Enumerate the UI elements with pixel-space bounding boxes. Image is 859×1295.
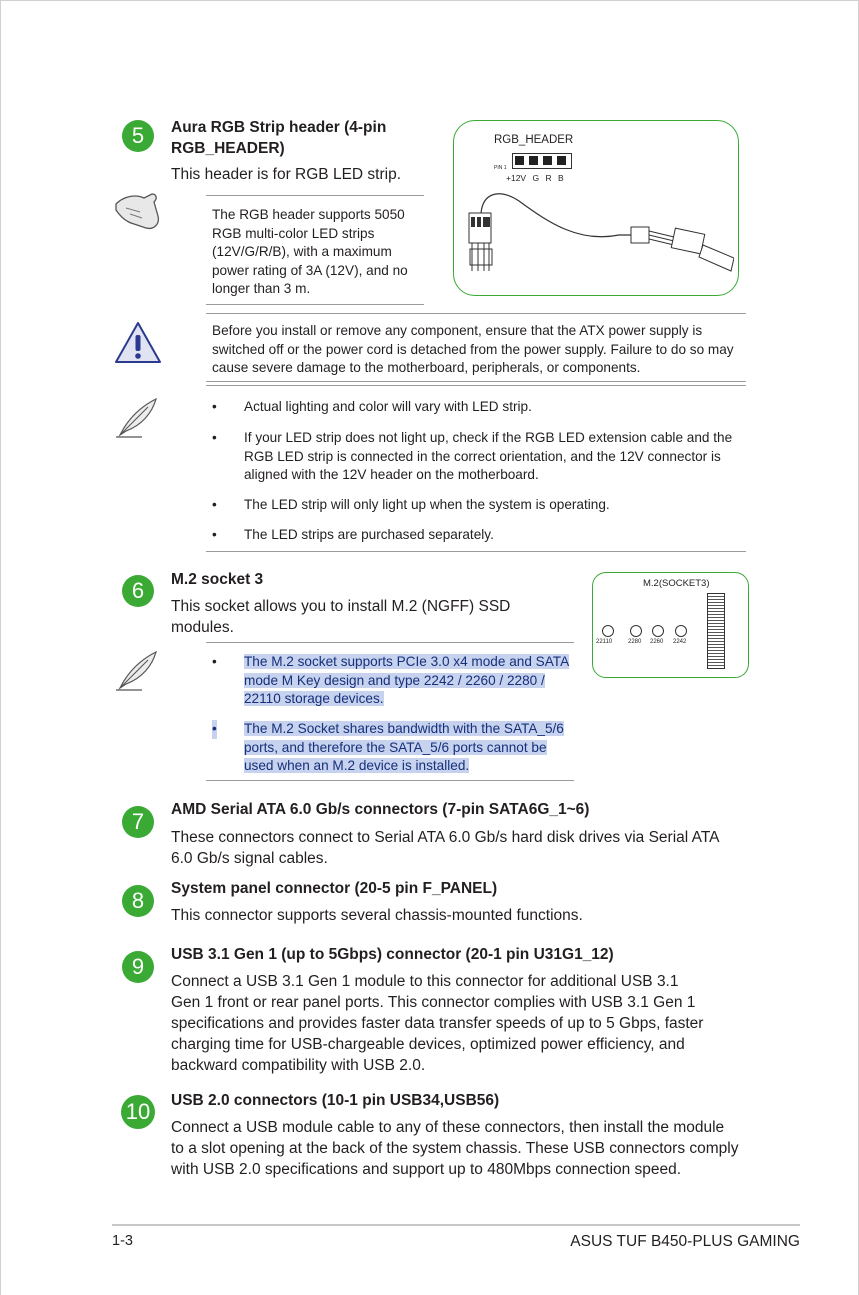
page-number: 1-3 [112, 1233, 133, 1249]
m2-standoff-2242 [675, 625, 687, 637]
hand-note-text: The RGB header supports 5050 RGB multi-color LED strips (12V/G/R/B), with a maximum power rating of 3A (12V), and no longer than 3 m. [212, 207, 408, 296]
hand-note-top-rule [206, 195, 424, 196]
note-item: • The LED strips are purchased separately. [212, 527, 494, 542]
note-item: • Actual lighting and color will vary with LED strip. [212, 399, 532, 414]
section-number-9: 9 [122, 951, 154, 983]
section-8-body: This connector supports several chassis-mounted functions. [171, 907, 583, 924]
feather-note-icon [112, 395, 162, 441]
section-8-title: System panel connector (20-5 pin F_PANEL) [171, 880, 498, 897]
section-7-body: These connectors connect to Serial ATA 6.0 Gb/s hard disk drives via Serial ATA 6.0 Gb/s signal cables. [171, 829, 720, 867]
m2-slot [707, 593, 725, 669]
rgb-pin-labels: +12V G R B [506, 173, 564, 183]
section-9-body: Connect a USB 3.1 Gen 1 module to this connector for additional USB 3.1 Gen 1 front or rear panel ports. This connector complies with USB 3.1 Gen 1 specifications and provides faster data transfer speeds of up to 5 Gbps, faster charging time for USB-chargeable devices, optimized power efficiency, and backward compatibility with USB 2.0. [171, 973, 704, 1074]
section-6-body-line2: modules. [171, 619, 234, 636]
section-number-7: 7 [122, 806, 154, 838]
section-9-title: USB 3.1 Gen 1 (up to 5Gbps) connector (20-1 pin U31G1_12) [171, 946, 614, 963]
section-7-title: AMD Serial ATA 6.0 Gb/s connectors (7-pin SATA6G_1~6) [171, 801, 590, 818]
hand-note-bottom-rule [206, 304, 424, 305]
section-10-body: Connect a USB module cable to any of these connectors, then install the module to a slot opening at the back of the system chassis. These USB connectors comply with USB 2.0 specifications and support up to 480Mbps connection speed. [171, 1119, 739, 1178]
rgb-header-label: RGB_HEADER [494, 134, 574, 146]
m2-pos-label: 2280 [628, 639, 642, 645]
warning-bottom-rule [206, 381, 746, 386]
m2-pos-label: 2260 [650, 639, 664, 645]
section-6-body-line1: This socket allows you to install M.2 (NGFF) SSD [171, 598, 511, 615]
rgb-cable-illustration [459, 183, 734, 293]
m2-pos-label: 2242 [673, 639, 687, 645]
m2-notes-bottom-rule [206, 780, 574, 781]
rgb-pin-block [512, 153, 572, 169]
rgb-header-diagram [453, 120, 739, 296]
note-item: • The LED strip will only light up when the system is operating. [212, 497, 610, 512]
note-item: • The M.2 socket supports PCIe 3.0 x4 mode and SATA mode M Key design and type 2242 / 2260 / 2280 / 22110 storage devices. [212, 654, 570, 706]
section-number-5: 5 [122, 120, 154, 152]
warning-text: Before you install or remove any component, ensure that the ATX power supply is switched off or the power cord is detached from the power supply. Failure to do so may cause severe damage to the motherboard, peripherals, or components. [212, 323, 734, 375]
page-border-top [0, 0, 859, 1]
hand-note-icon [112, 190, 164, 234]
section-10-title: USB 2.0 connectors (10-1 pin USB34,USB56) [171, 1092, 500, 1109]
feather-note-icon [112, 648, 162, 694]
warning-top-rule [206, 313, 746, 314]
pin1-label: PIN 1 [494, 165, 507, 171]
section-5-title-line2: RGB_HEADER) [171, 140, 285, 157]
m2-socket-diagram [592, 572, 749, 678]
note-item: • The M.2 Socket shares bandwidth with the SATA_5/6 ports, and therefore the SATA_5/6 ports cannot be used when an M.2 device is installed. [212, 721, 564, 773]
section-5-body: This header is for RGB LED strip. [171, 166, 401, 183]
section-5-title-line1: Aura RGB Strip header (4-pin [171, 119, 387, 136]
section-number-8: 8 [122, 885, 154, 917]
m2-standoff-22110 [602, 625, 614, 637]
note-item: • If your LED strip does not light up, check if the RGB LED extension cable and the RGB LED strip is connected in the correct orientation, and the 12V connector is aligned with the 12V header on the motherboard. [212, 430, 733, 482]
m2-standoff-2280 [630, 625, 642, 637]
warning-icon [113, 320, 163, 366]
m2-notes-top-rule [206, 642, 574, 643]
section-number-6: 6 [122, 575, 154, 607]
m2-socket-label: M.2(SOCKET3) [643, 578, 710, 589]
m2-standoff-2260 [652, 625, 664, 637]
footer-product-name: ASUS TUF B450-PLUS GAMING [570, 1233, 800, 1250]
m2-pos-label: 22110 [596, 639, 613, 645]
section-number-10: 10 [121, 1095, 155, 1129]
page-border-left [0, 0, 1, 1295]
footer-rule [112, 1224, 800, 1226]
section-6-title: M.2 socket 3 [171, 571, 264, 588]
notes-bottom-rule [206, 551, 746, 552]
